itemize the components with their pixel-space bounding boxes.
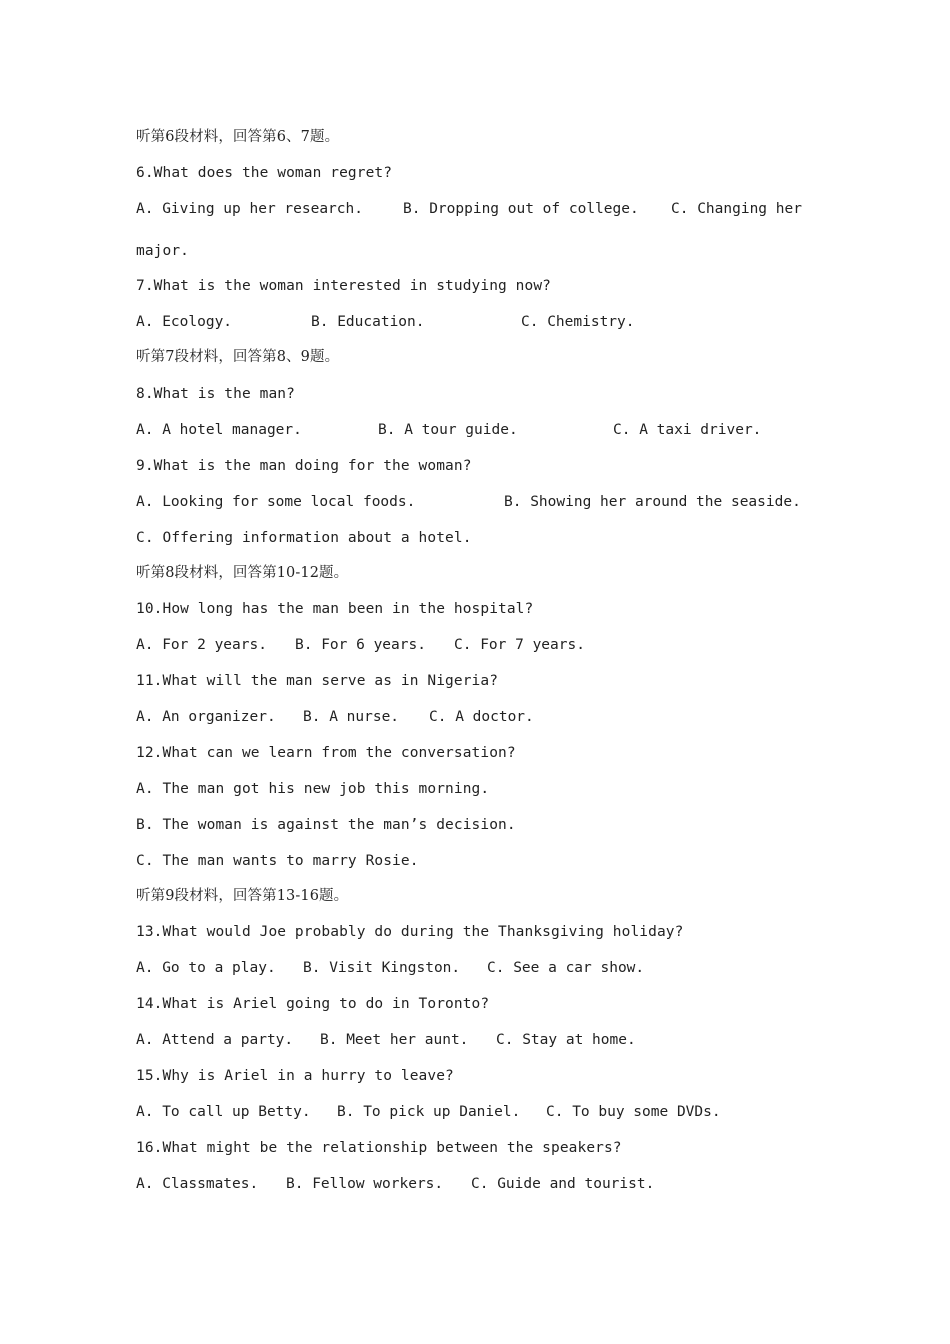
option-b: B. To pick up Daniel. <box>337 1104 521 1120</box>
option-b: B. Meet her aunt. <box>320 1032 469 1048</box>
option-c: C. A taxi driver. <box>613 422 762 438</box>
option-a: A. Classmates. <box>136 1176 259 1192</box>
option-c: C. See a car show. <box>487 960 645 976</box>
option-b: B. For 6 years. <box>295 637 426 653</box>
option-b: B. A tour guide. <box>378 422 518 438</box>
option-b: B. A nurse. <box>303 709 400 725</box>
section-heading: 听第7段材料，回答第8、9题。 <box>136 349 340 365</box>
option-a: A. Go to a play. <box>136 960 276 976</box>
option-b: B. Showing her around the seaside. <box>504 494 801 510</box>
option-c: C. A doctor. <box>429 709 534 725</box>
option-a: A. Giving up her research. <box>136 201 363 217</box>
option-a: A. Ecology. <box>136 314 233 330</box>
option-a: A. Looking for some local foods. <box>136 494 416 510</box>
question-stem: 16.What might be the relationship between the speakers? <box>136 1140 622 1156</box>
option-c: C. For 7 years. <box>454 637 585 653</box>
question-stem: 6.What does the woman regret? <box>136 165 393 181</box>
option-c-continued: major. <box>136 243 189 259</box>
question-stem: 11.What will the man serve as in Nigeria? <box>136 673 499 689</box>
option-a: A. An organizer. <box>136 709 276 725</box>
question-stem: 15.Why is Ariel in a hurry to leave? <box>136 1068 454 1084</box>
option-a: A. A hotel manager. <box>136 422 302 438</box>
option-a: A. Attend a party. <box>136 1032 294 1048</box>
question-stem: 13.What would Joe probably do during the Thanksgiving holiday? <box>136 924 684 940</box>
option-c: C. The man wants to marry Rosie. <box>136 853 419 869</box>
option-b: B. Dropping out of college. <box>403 201 639 217</box>
option-a: A. For 2 years. <box>136 637 267 653</box>
question-stem: 10.How long has the man been in the hospital? <box>136 601 534 617</box>
option-a: A. The man got his new job this morning. <box>136 781 490 797</box>
option-c: C. Guide and tourist. <box>471 1176 655 1192</box>
section-heading: 听第6段材料，回答第6、7题。 <box>136 129 340 145</box>
option-b: B. Fellow workers. <box>286 1176 444 1192</box>
option-c: C. Offering information about a hotel. <box>136 530 472 546</box>
question-stem: 14.What is Ariel going to do in Toronto? <box>136 996 490 1012</box>
question-stem: 9.What is the man doing for the woman? <box>136 458 472 474</box>
option-c: C. Stay at home. <box>496 1032 636 1048</box>
option-b: B. The woman is against the man’s decision. <box>136 817 516 833</box>
option-c: C. To buy some DVDs. <box>546 1104 721 1120</box>
option-b: B. Education. <box>311 314 425 330</box>
option-c: C. Chemistry. <box>521 314 635 330</box>
section-heading: 听第9段材料，回答第13-16题。 <box>136 888 349 904</box>
option-b: B. Visit Kingston. <box>303 960 461 976</box>
question-stem: 8.What is the man? <box>136 386 295 402</box>
section-heading: 听第8段材料，回答第10-12题。 <box>136 565 349 581</box>
option-c: C. Changing her <box>671 201 802 217</box>
question-stem: 12.What can we learn from the conversation? <box>136 745 516 761</box>
option-a: A. To call up Betty. <box>136 1104 311 1120</box>
question-stem: 7.What is the woman interested in studying now? <box>136 278 551 294</box>
